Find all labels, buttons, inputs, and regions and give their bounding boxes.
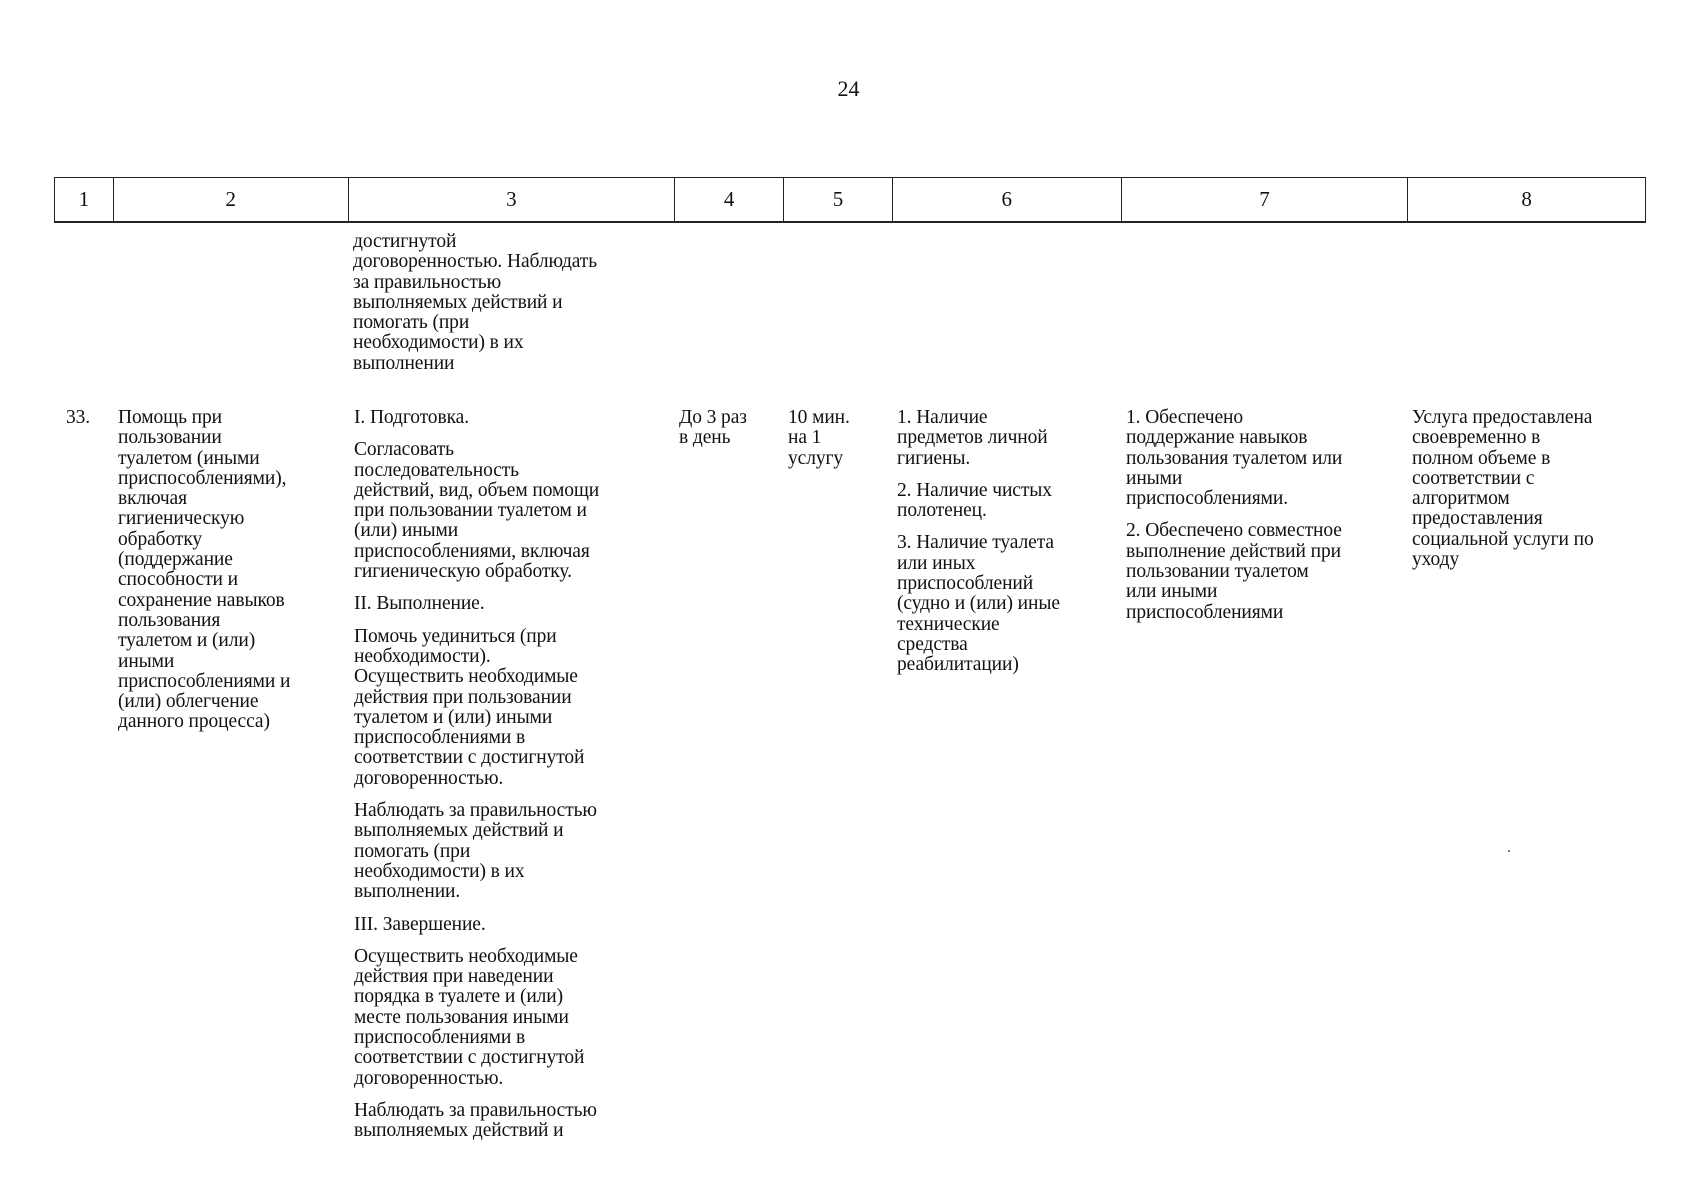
description-paragraph: Помочь уединиться (при необходимости). Осуществить необходимые действия при пользовании туалетом и (или) иными приспособлениями в соответствии с достигнутой договоренностью.	[354, 625, 585, 789]
frequency-text: До 3 раз в день	[679, 407, 747, 449]
page-number: 24	[837, 76, 860, 101]
row-33-duration	[788, 408, 893, 469]
description-paragraph: Наблюдать за правильностью выполняемых действий и помогать (при необходимости) в их выполнении.	[354, 800, 597, 903]
row-number: 33.	[66, 407, 91, 428]
condition-item: 3. Наличие туалета или иных приспособлений (судно и (или) иные технические средства реабилитации)	[897, 532, 1060, 676]
row-33-assessment	[1412, 408, 1646, 570]
result-item: 1. Обеспечено поддержание навыков пользования туалетом или иными приспособлениями.	[1126, 407, 1343, 510]
header-col-2: 2	[113, 178, 348, 221]
header-col-1: 1	[78, 187, 90, 211]
continued-description-text: достигнутой договоренностью. Наблюдать за правильностью выполняемых действий и помогать (при необходимости) в их выполнении	[353, 231, 598, 374]
result-item: 2. Обеспечено совместное выполнение действий при пользовании туалетом или иными приспособлениями	[1126, 520, 1342, 623]
row-33-results	[1126, 408, 1411, 623]
description-stage-1-heading: I. Подготовка.	[354, 407, 469, 428]
row-33-frequency	[679, 408, 784, 449]
scan-speck	[1508, 850, 1510, 852]
description-paragraph: Согласовать последовательность действий, вид, объем помощи при пользовании туалетом и (или) иными приспособлениями, включая гигиеническую обработку.	[354, 439, 600, 583]
description-paragraph: Осуществить необходимые действия при наведении порядка в туалете и (или) месте пользования иными приспособлениями в соответствии с достигнутой договоренностью.	[354, 945, 585, 1089]
service-name-text: Помощь при пользовании туалетом (иными приспособлениями), включая гигиеническую обработку (поддержание способности и сохранение навыков пользования туалетом и (или) иными приспособлениями и (или) облегчение данного процесса)	[118, 407, 291, 733]
header-col-3: 3	[348, 178, 675, 221]
row-33-service-name	[118, 408, 350, 733]
header-col-6: 6	[892, 178, 1121, 221]
description-paragraph: Наблюдать за правильностью выполняемых действий и	[354, 1099, 597, 1142]
header-col-4: 4	[674, 178, 783, 221]
duration-text: 10 мин. на 1 услугу	[788, 407, 850, 469]
condition-item: 2. Наличие чистых полотенец.	[897, 479, 1052, 522]
row-33-description	[354, 408, 679, 1142]
row-33-conditions	[897, 408, 1122, 676]
assessment-text: Услуга предоставлена своевременно в полном объеме в соответствии с алгоритмом предоставления социальной услуги по уходу	[1412, 407, 1594, 571]
condition-item: 1. Наличие предметов личной гигиены.	[897, 407, 1048, 469]
header-col-7: 7	[1121, 178, 1408, 221]
description-stage-2-heading: II. Выполнение.	[354, 593, 485, 615]
table-header-row	[54, 177, 1646, 223]
description-stage-3-heading: III. Завершение.	[354, 913, 486, 935]
header-col-8: 8	[1407, 178, 1645, 221]
header-col-5: 5	[783, 178, 892, 221]
row-33-number	[66, 408, 106, 428]
continued-row-description	[353, 232, 673, 374]
